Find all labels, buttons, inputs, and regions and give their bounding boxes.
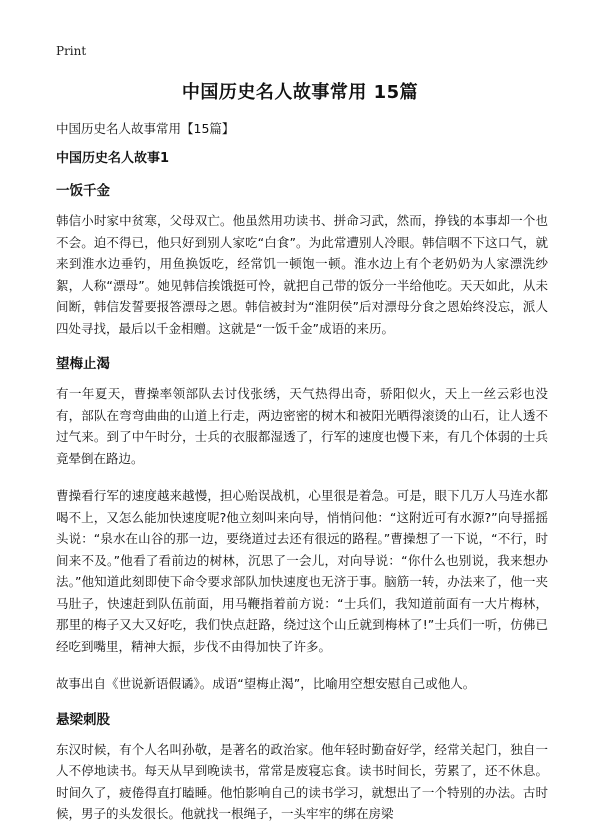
story-paragraph: 曹操看行军的速度越来越慢，担心贻误战机，心里很是着急。可是，眼下几万人马连水都喝不上，又怎么能加快速度呢?他立刻叫来向导，悄悄问他：“这附近可有水源?”向导摇摇头说：“泉水在山谷的那一边，要绕道过去还有很远的路程。”曹操想了一下说，“不行，时间来不及。”他看了看前边的树林，沉思了一会儿，对向导说：“你什么也别说，我来想办法。”他知道此刻即使下命令要求部队加快速度也无济于事。脑筋一转，办法来了，他一夹马肚子，快速赶到队伍前面，用马鞭指着前方说：“士兵们，我知道前面有一大片梅林，那里的梅子又大又好吃，我们快点赶路，绕过这个山丘就到梅林了!”士兵们一听，仿佛已经吃到嘴里，精神大振，步伐不由得加快了许多。 [56, 488, 548, 654]
document-title: 中国历史名人故事常用 15篇 [181, 82, 419, 103]
story-paragraph: 故事出自《世说新语假谲》。成语“望梅止渴”，比喻用空想安慰自己或他人。 [56, 676, 476, 691]
document-body [56, 120, 548, 828]
document-subtitle: 中国历史名人故事常用【15篇】 [56, 121, 235, 136]
section-heading: 中国历史名人故事1 [56, 151, 170, 166]
story-paragraph: 有一年夏天，曹操率领部队去讨伐张绣，天气热得出奇，骄阳似火，天上一丝云彩也没有，部队在弯弯曲曲的山道上行走，两边密密的树木和被阳光晒得滚烫的山石，让人透不过气来。到了中午时分，士兵的衣服都湿透了，行军的速度也慢下来，有几个体弱的士兵竟晕倒在路边。 [56, 386, 548, 466]
story-title: 悬梁刺股 [56, 711, 110, 728]
story-title: 望梅止渴 [56, 356, 110, 372]
story-title: 一饭千金 [56, 183, 110, 199]
story-xuanliang-cigu [56, 711, 548, 825]
print-link[interactable]: Print [56, 44, 87, 58]
story-wangmei-zhike [56, 355, 548, 695]
story-paragraph: 东汉时候，有个人名叫孙敬，是著名的政治家。他年轻时勤奋好学，经常关起门，独自一人不停地读书。每天从早到晚读书，常常是废寝忘食。读书时间长，劳累了，还不休息。时间久了，疲倦得直打瞌睡。他怕影响自己的读书学习，就想出了一个特别的办法。古时候，男子的头发很长。他就找一根绳子，一头牢牢的绑在房梁 [56, 741, 548, 821]
story-paragraph: 韩信小时家中贫寒，父母双亡。他虽然用功读书、拼命习武，然而，挣钱的本事却一个也不会。迫不得已，他只好到别人家吃“白食”。为此常遭别人冷眼。韩信咽不下这口气，就来到淮水边垂钓，用鱼换饭吃，经常饥一顿饱一顿。淮水边上有个老奶奶为人家漂洗纱絮，人称“漂母”。她见韩信挨饿挺可怜，就把自己带的饭分一半给他吃。天天如此，从未间断，韩信发誓要报答漂母之恩。韩信被封为“淮阴侯”后对漂母分食之恩始终没忘，派人四处寻找，最后以千金相赠。这就是“一饭千金”成语的来历。 [56, 213, 548, 336]
story-yifan-qianjin [56, 182, 548, 339]
